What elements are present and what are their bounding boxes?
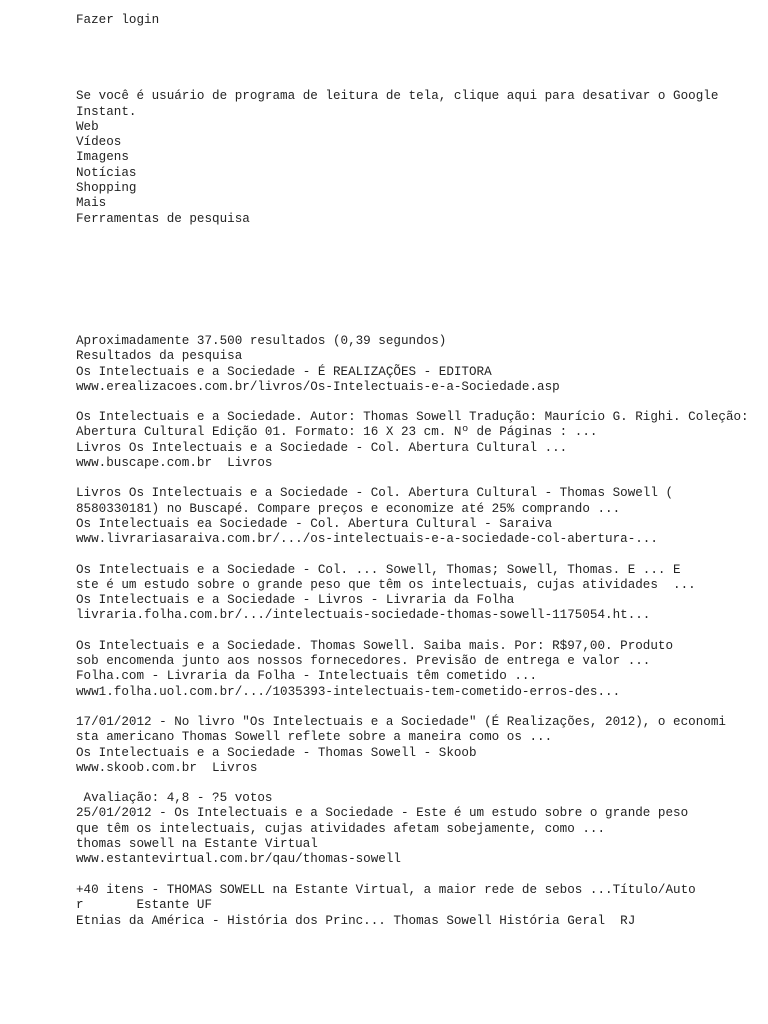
result-rating: Avaliação: 4,8 - ?5 votos — [76, 791, 273, 806]
result-url: www.skoob.com.br Livros — [76, 760, 258, 775]
nav-item-search-tools[interactable]: Ferramentas de pesquisa — [76, 211, 250, 226]
results-heading: Resultados da pesquisa — [76, 349, 243, 364]
result-snippet: Os Intelectuais e a Sociedade. Thomas Sowell. Saiba mais. Por: R$97,00. Produto — [76, 638, 674, 653]
result-title[interactable]: Os Intelectuais ea Sociedade - Col. Abertura Cultural - Saraiva — [76, 516, 553, 531]
result-url: www1.folha.uol.com.br/.../1035393-intelectuais-tem-cometido-erros-des... — [76, 684, 621, 699]
nav-item-web[interactable]: Web — [76, 119, 99, 134]
result-snippet: 8580330181) no Buscapé. Compare preços e economize até 25% comprando ... — [76, 501, 621, 516]
screen-reader-notice-line-1[interactable]: Se você é usuário de programa de leitura de tela, clique aqui para desativar o Google — [76, 89, 719, 104]
result-url: www.livrariasaraiva.com.br/.../os-intelectuais-e-a-sociedade-col-abertura-... — [76, 532, 658, 547]
screen-reader-notice-line-2[interactable]: Instant. — [76, 104, 137, 119]
result-snippet: Os Intelectuais e a Sociedade. Autor: Thomas Sowell Tradução: Maurício G. Righi. Coleção: — [76, 410, 749, 425]
result-url: www.erealizacoes.com.br/livros/Os-Intelectuais-e-a-Sociedade.asp — [76, 379, 560, 394]
result-url: www.estantevirtual.com.br/qau/thomas-sowell — [76, 852, 401, 867]
login-link[interactable]: Fazer login — [76, 13, 160, 27]
result-snippet: 17/01/2012 - No livro "Os Intelectuais e a Sociedade" (É Realizações, 2012), o economi — [76, 714, 726, 729]
search-results-page — [76, 13, 756, 929]
result-snippet: que têm os intelectuais, cujas atividades afetam sobejamente, como ... — [76, 821, 606, 836]
result-title[interactable]: Os Intelectuais e a Sociedade - Thomas Sowell - Skoob — [76, 745, 477, 760]
nav-item-more[interactable]: Mais — [76, 196, 107, 211]
result-snippet: Abertura Cultural Edição 01. Formato: 16 X 23 cm. Nº de Páginas : ... — [76, 425, 598, 440]
result-title[interactable]: Os Intelectuais e a Sociedade - É REALIZAÇÕES - EDITORA — [76, 364, 492, 379]
result-snippet: sta americano Thomas Sowell reflete sobre a maneira como os ... — [76, 730, 553, 745]
result-snippet: sob encomenda junto aos nossos fornecedores. Previsão de entrega e valor ... — [76, 654, 651, 669]
result-snippet: +40 itens - THOMAS SOWELL na Estante Virtual, a maior rede de sebos ...Título/Auto — [76, 883, 696, 898]
result-snippet: Os Intelectuais e a Sociedade - Col. ... Sowell, Thomas; Sowell, Thomas. E ... E — [76, 562, 681, 577]
result-snippet: ste é um estudo sobre o grande peso que têm os intelectuais, cujas atividades ... — [76, 577, 696, 592]
nav-item-shopping[interactable]: Shopping — [76, 181, 137, 196]
result-title[interactable]: thomas sowell na Estante Virtual — [76, 836, 318, 851]
result-snippet: r Estante UF — [76, 898, 213, 913]
result-title[interactable]: Folha.com - Livraria da Folha - Intelectuais têm cometido ... — [76, 669, 538, 684]
nav-item-news[interactable]: Notícias — [76, 165, 137, 180]
result-url: www.buscape.com.br Livros — [76, 456, 273, 471]
result-url: livraria.folha.com.br/.../intelectuais-sociedade-thomas-sowell-1175054.ht... — [76, 608, 651, 623]
result-snippet: 25/01/2012 - Os Intelectuais e a Sociedade - Este é um estudo sobre o grande peso — [76, 806, 689, 821]
result-stats: Aproximadamente 37.500 resultados (0,39 segundos) — [76, 333, 447, 348]
result-title[interactable]: Livros Os Intelectuais e a Sociedade - Col. Abertura Cultural ... — [76, 440, 568, 455]
nav-item-videos[interactable]: Vídeos — [76, 135, 122, 150]
nav-item-images[interactable]: Imagens — [76, 150, 129, 165]
result-title[interactable]: Os Intelectuais e a Sociedade - Livros - Livraria da Folha — [76, 593, 515, 608]
result-snippet: Livros Os Intelectuais e a Sociedade - Col. Abertura Cultural - Thomas Sowell ( — [76, 486, 674, 501]
result-snippet: Etnias da América - História dos Princ... Thomas Sowell História Geral RJ — [76, 913, 636, 928]
